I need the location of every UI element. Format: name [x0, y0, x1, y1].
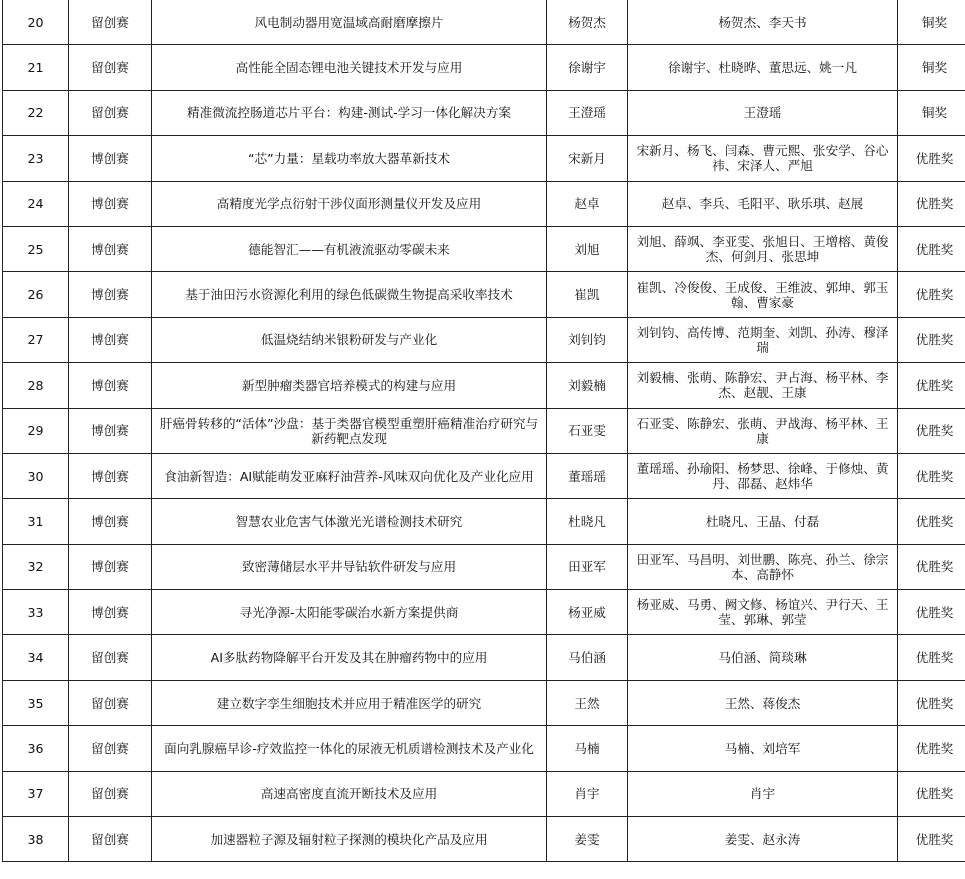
- row-number-cell: 33: [3, 590, 69, 635]
- project-leader-cell: 马伯涵: [547, 635, 628, 680]
- row-number-cell: 29: [3, 408, 69, 453]
- row-number-cell: 23: [3, 136, 69, 181]
- project-leader-cell: 刘钊钧: [547, 317, 628, 362]
- team-members-cell: 马伯涵、简琰琳: [628, 635, 898, 680]
- row-number-cell: 22: [3, 90, 69, 135]
- project-leader-cell: 杨亚威: [547, 590, 628, 635]
- project-name-cell: 精准微流控肠道芯片平台：构建-测试-学习一体化解决方案: [152, 90, 547, 135]
- team-members-cell: 王澄瑶: [628, 90, 898, 135]
- table-row: [3, 45, 965, 90]
- team-members-cell: 崔凯、冷俊俊、王成俊、王维波、郭坤、郭玉翰、曹家豪: [628, 272, 898, 317]
- award-level-cell: 优胜奖: [898, 499, 965, 544]
- team-members-cell: 王然、蒋俊杰: [628, 680, 898, 725]
- project-name-cell: 建立数字孪生细胞技术并应用于精准医学的研究: [152, 680, 547, 725]
- row-number-cell: 25: [3, 226, 69, 271]
- competition-track-cell: 博创赛: [69, 590, 152, 635]
- team-members-cell: 杨贺杰、李天书: [628, 0, 898, 45]
- row-number-cell: 36: [3, 726, 69, 771]
- project-name-cell: 德能智汇——有机液流驱动零碳未来: [152, 226, 547, 271]
- award-level-cell: 优胜奖: [898, 726, 965, 771]
- project-name-cell: AI多肽药物降解平台开发及其在肿瘤药物中的应用: [152, 635, 547, 680]
- competition-track-cell: 博创赛: [69, 136, 152, 181]
- table-row: [3, 817, 965, 862]
- project-name-cell: 低温烧结纳米银粉研发与产业化: [152, 317, 547, 362]
- table-row: [3, 90, 965, 135]
- team-members-cell: 赵卓、李兵、毛阳平、耿乐琪、赵展: [628, 181, 898, 226]
- competition-track-cell: 博创赛: [69, 408, 152, 453]
- competition-track-cell: 博创赛: [69, 317, 152, 362]
- project-name-cell: 高性能全固态锂电池关键技术开发与应用: [152, 45, 547, 90]
- project-name-cell: 高速高密度直流开断技术及应用: [152, 771, 547, 816]
- award-level-cell: 优胜奖: [898, 181, 965, 226]
- project-name-cell: 寻光净源-太阳能零碳治水新方案提供商: [152, 590, 547, 635]
- competition-track-cell: 留创赛: [69, 635, 152, 680]
- award-level-cell: 铜奖: [898, 90, 965, 135]
- competition-track-cell: 留创赛: [69, 90, 152, 135]
- table-row: [3, 272, 965, 317]
- competition-track-cell: 留创赛: [69, 726, 152, 771]
- project-leader-cell: 徐谢宇: [547, 45, 628, 90]
- row-number-cell: 20: [3, 0, 69, 45]
- competition-track-cell: 留创赛: [69, 680, 152, 725]
- row-number-cell: 32: [3, 544, 69, 589]
- award-level-cell: 优胜奖: [898, 635, 965, 680]
- project-name-cell: 食油新智造：AI赋能萌发亚麻籽油营养-风味双向优化及产业化应用: [152, 453, 547, 498]
- table-row: [3, 136, 965, 181]
- team-members-cell: 石亚雯、陈静宏、张萌、尹战海、杨平林、王康: [628, 408, 898, 453]
- table-row: [3, 363, 965, 408]
- team-members-cell: 马楠、刘培军: [628, 726, 898, 771]
- project-leader-cell: 田亚军: [547, 544, 628, 589]
- project-leader-cell: 刘毅楠: [547, 363, 628, 408]
- award-level-cell: 优胜奖: [898, 136, 965, 181]
- competition-track-cell: 博创赛: [69, 499, 152, 544]
- competition-track-cell: 留创赛: [69, 0, 152, 45]
- project-leader-cell: 马楠: [547, 726, 628, 771]
- awards-table: [2, 0, 965, 862]
- table-row: [3, 317, 965, 362]
- team-members-cell: 杜晓凡、王晶、付磊: [628, 499, 898, 544]
- row-number-cell: 28: [3, 363, 69, 408]
- award-level-cell: 优胜奖: [898, 226, 965, 271]
- team-members-cell: 姜雯、赵永涛: [628, 817, 898, 862]
- award-level-cell: 优胜奖: [898, 363, 965, 408]
- row-number-cell: 38: [3, 817, 69, 862]
- competition-track-cell: 留创赛: [69, 771, 152, 816]
- table-row: [3, 590, 965, 635]
- table-row: [3, 544, 965, 589]
- award-level-cell: 铜奖: [898, 0, 965, 45]
- team-members-cell: 肖宇: [628, 771, 898, 816]
- project-leader-cell: 赵卓: [547, 181, 628, 226]
- table-row: [3, 635, 965, 680]
- award-level-cell: 优胜奖: [898, 408, 965, 453]
- table-row: [3, 499, 965, 544]
- project-leader-cell: 姜雯: [547, 817, 628, 862]
- table-row: [3, 680, 965, 725]
- competition-track-cell: 博创赛: [69, 363, 152, 408]
- project-name-cell: “芯”力量：星载功率放大器革新技术: [152, 136, 547, 181]
- project-name-cell: 肝癌骨转移的“活体”沙盘：基于类器官模型重塑肝癌精准治疗研究与新药靶点发现: [152, 408, 547, 453]
- row-number-cell: 21: [3, 45, 69, 90]
- team-members-cell: 刘旭、薛飒、李亚雯、张旭日、王增榕、黄俊杰、何剑月、张思坤: [628, 226, 898, 271]
- row-number-cell: 31: [3, 499, 69, 544]
- row-number-cell: 37: [3, 771, 69, 816]
- row-number-cell: 35: [3, 680, 69, 725]
- team-members-cell: 徐谢宇、杜晓晔、董思远、姚一凡: [628, 45, 898, 90]
- project-leader-cell: 刘旭: [547, 226, 628, 271]
- award-level-cell: 优胜奖: [898, 272, 965, 317]
- project-leader-cell: 王然: [547, 680, 628, 725]
- row-number-cell: 27: [3, 317, 69, 362]
- award-level-cell: 优胜奖: [898, 544, 965, 589]
- project-leader-cell: 杨贺杰: [547, 0, 628, 45]
- table-row: [3, 226, 965, 271]
- table-row: [3, 453, 965, 498]
- project-leader-cell: 崔凯: [547, 272, 628, 317]
- table-row: [3, 726, 965, 771]
- project-leader-cell: 石亚雯: [547, 408, 628, 453]
- project-name-cell: 基于油田污水资源化利用的绿色低碳微生物提高采收率技术: [152, 272, 547, 317]
- competition-track-cell: 博创赛: [69, 453, 152, 498]
- team-members-cell: 刘钊钧、高传博、范期奎、刘凯、孙涛、穆泽瑞: [628, 317, 898, 362]
- project-leader-cell: 杜晓凡: [547, 499, 628, 544]
- project-name-cell: 面向乳腺癌早诊-疗效监控一体化的尿液无机质谱检测技术及产业化: [152, 726, 547, 771]
- competition-track-cell: 博创赛: [69, 272, 152, 317]
- project-name-cell: 加速器粒子源及辐射粒子探测的模块化产品及应用: [152, 817, 547, 862]
- project-name-cell: 新型肿瘤类器官培养模式的构建与应用: [152, 363, 547, 408]
- competition-track-cell: 博创赛: [69, 226, 152, 271]
- team-members-cell: 刘毅楠、张萌、陈静宏、尹占海、杨平林、李杰、赵靓、王康: [628, 363, 898, 408]
- award-level-cell: 优胜奖: [898, 317, 965, 362]
- table-row: [3, 771, 965, 816]
- team-members-cell: 宋新月、杨飞、闫森、曹元熙、张安学、谷心祎、宋泽人、严旭: [628, 136, 898, 181]
- team-members-cell: 杨亚威、马勇、阙文修、杨谊兴、尹行天、王莹、郭琳、郭莹: [628, 590, 898, 635]
- row-number-cell: 26: [3, 272, 69, 317]
- team-members-cell: 田亚军、马昌明、刘世鹏、陈亮、孙兰、徐宗本、高静怀: [628, 544, 898, 589]
- award-level-cell: 铜奖: [898, 45, 965, 90]
- project-name-cell: 致密薄储层水平井导钻软件研发与应用: [152, 544, 547, 589]
- competition-track-cell: 博创赛: [69, 544, 152, 589]
- project-leader-cell: 王澄瑶: [547, 90, 628, 135]
- table-row: [3, 408, 965, 453]
- project-leader-cell: 董瑶瑶: [547, 453, 628, 498]
- table-row: [3, 181, 965, 226]
- award-level-cell: 优胜奖: [898, 817, 965, 862]
- row-number-cell: 30: [3, 453, 69, 498]
- award-level-cell: 优胜奖: [898, 590, 965, 635]
- competition-track-cell: 留创赛: [69, 45, 152, 90]
- row-number-cell: 34: [3, 635, 69, 680]
- team-members-cell: 董瑶瑶、孙瑜阳、杨梦思、徐峰、于修烛、黄丹、邵磊、赵炜华: [628, 453, 898, 498]
- award-level-cell: 优胜奖: [898, 680, 965, 725]
- table-row: [3, 0, 965, 45]
- table-body: [3, 0, 965, 862]
- project-name-cell: 风电制动器用宽温域高耐磨摩擦片: [152, 0, 547, 45]
- award-level-cell: 优胜奖: [898, 453, 965, 498]
- project-name-cell: 智慧农业危害气体激光光谱检测技术研究: [152, 499, 547, 544]
- project-leader-cell: 肖宇: [547, 771, 628, 816]
- award-level-cell: 优胜奖: [898, 771, 965, 816]
- project-leader-cell: 宋新月: [547, 136, 628, 181]
- competition-track-cell: 博创赛: [69, 181, 152, 226]
- row-number-cell: 24: [3, 181, 69, 226]
- project-name-cell: 高精度光学点衍射干涉仪面形测量仪开发及应用: [152, 181, 547, 226]
- competition-track-cell: 留创赛: [69, 817, 152, 862]
